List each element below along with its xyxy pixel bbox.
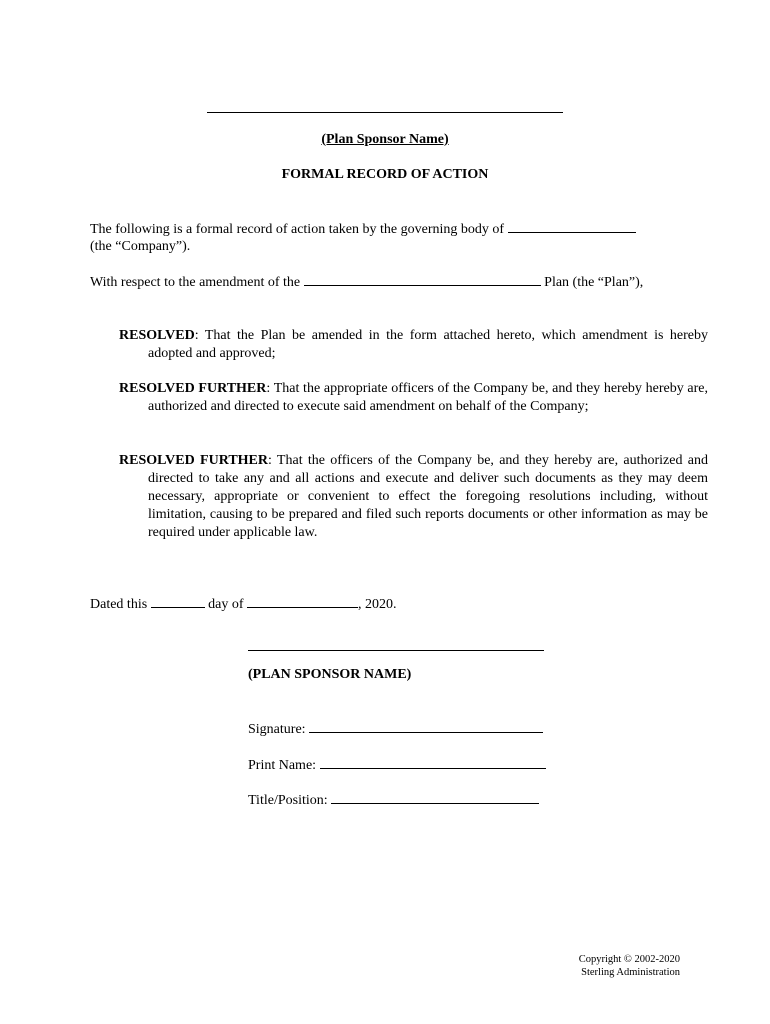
dated-prefix: Dated this (90, 597, 148, 612)
amendment-line (90, 273, 690, 292)
resolution-3-label: RESOLVED FURTHER (119, 453, 268, 468)
signature-line (248, 720, 543, 739)
plan-sponsor-name-label: (PLAN SPONSOR NAME) (248, 667, 412, 682)
amendment-text-after: Plan (the “Plan”), (544, 275, 644, 290)
print-name-line (248, 756, 546, 775)
signature-label: Signature: (248, 722, 306, 737)
sponsor-name-label: (Plan Sponsor Name) (321, 132, 449, 147)
dated-line (90, 595, 397, 614)
intro-text-1: The following is a formal record of action taken by the governing body of (90, 222, 505, 237)
resolution-2-text: : That the appropriate officers of the Company be, and they hereby hereby are, authorized and directed to execute said amendment on behalf of the Company; (148, 381, 708, 414)
amendment-text-before: With respect to the amendment of the (90, 275, 301, 290)
dated-middle: day of (208, 597, 244, 612)
intro-line-1 (90, 220, 690, 239)
resolution-1-label: RESOLVED (119, 328, 195, 343)
resolution-1-text: : That the Plan be amended in the form attached hereto, which amendment is hereby adopted and approved; (148, 328, 708, 361)
resolution-2-label: RESOLVED FURTHER (119, 381, 267, 396)
resolution-3-text: : That the officers of the Company be, and they hereby are, authorized and directed to take any and all actions and execute and deliver such documents as they may deem necessary, appropriate or convenient to effect the foregoing resolutions including, without limitation, causing to be prepared and filed such reports documents or other information as may be required under applicable law. (148, 453, 708, 540)
company-line: Sterling Administration (581, 967, 680, 978)
governing-body-field[interactable] (508, 220, 636, 233)
plan-sponsor-name-field[interactable] (248, 650, 544, 651)
print-name-label: Print Name: (248, 758, 317, 773)
month-field[interactable] (247, 595, 358, 608)
print-name-field[interactable] (320, 756, 546, 769)
copyright-line: Copyright © 2002-2020 (578, 954, 680, 965)
sponsor-name-line[interactable] (207, 112, 563, 113)
title-position-line (248, 791, 539, 810)
intro-line-2: (the “Company”). (90, 239, 191, 254)
resolution-2 (119, 380, 708, 416)
page-title: FORMAL RECORD OF ACTION (281, 167, 489, 182)
resolution-3 (119, 452, 708, 542)
day-field[interactable] (151, 595, 205, 608)
plan-name-field[interactable] (304, 273, 541, 286)
dated-suffix: , 2020. (358, 597, 397, 612)
resolution-1 (119, 327, 708, 363)
title-position-label: Title/Position: (248, 793, 328, 808)
copyright-notice (480, 953, 680, 979)
signature-field[interactable] (309, 720, 543, 733)
title-position-field[interactable] (331, 791, 539, 804)
